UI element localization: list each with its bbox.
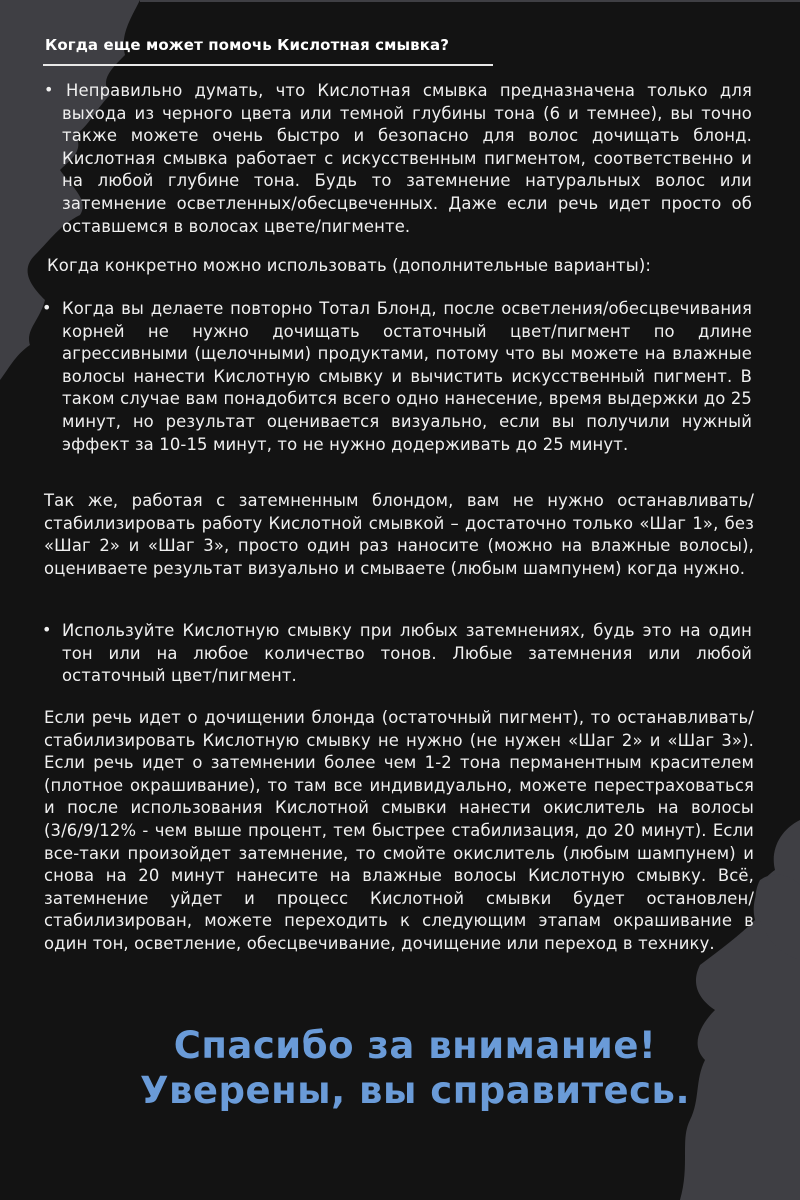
- heading-underline: [43, 64, 493, 66]
- section-heading: Когда еще может помочь Кислотная смывка?: [45, 36, 450, 54]
- bullet-icon: •: [44, 80, 54, 99]
- bullet-icon: •: [42, 298, 52, 317]
- closing-line-2: Уверены, вы справитесь.: [139, 1069, 691, 1112]
- paragraph-any-darkening: Используйте Кислотную смывку при любых затемнениях, будь это на один тон или на любое количество тонов. Любые затемнения или любой остаточный цвет/пигмент.: [62, 621, 752, 686]
- subheading-additional-options: Когда конкретно можно использовать (дополнительные варианты):: [47, 256, 652, 275]
- closing-message: [0, 1023, 800, 1113]
- paragraph-blond-cleanup: Неправильно думать, что Кислотная смывка предназначена только для выхода из черного цвета или темной глубины тона (6 и темнее), вы точно также можете очень быстро и безопасно для волос дочищать блонд. Кислотная смывка работает с искусственным пигментом, соответственно и на любой глубине тона. Будь то затемнение натуральных волос или затемнение осветленных/обесцвеченных. Даже если речь идет просто об оставшемся в волосах цвете/пигменте.: [62, 81, 752, 236]
- paragraph-stabilization: Если речь идет о дочищении блонда (остаточный пигмент), то останавливать/стабилизировать Кислотную смывку не нужно (не нужен «Шаг 2» и «Шаг 3»). Если речь идет о затемнении более чем 1-2 тона перманентным красителем (плотное окрашивание), то там все индивидуально, можете перестраховаться и после использования Кислотной смывки нанести окислитель на волосы (3/6/9/12% - чем выше процент, тем быстрее стабилизация, до 20 минут). Если все-таки произойдет затемнение, то смойте окислитель (любым шампунем) и снова на 20 минут нанесите на влажные волосы Кислотную смывку. Всё, затемнение уйдет и процесс Кислотной смывки будет остановлен/стабилизирован, можете переходить к следующим этапам окрашивание в один тон, осветление, обесцвечивание, дочищение или переход в технику.: [44, 708, 754, 953]
- paragraph-darkened-blond: Так же, работая с затемненным блондом, вам не нужно останавливать/стабилизировать работу Кислотной смывкой – достаточно только «Шаг 1», без «Шаг 2» и «Шаг 3», просто один раз наносите (можно на влажные волосы), оцениваете результат визуально и смываете (любым шампунем) когда нужно.: [44, 491, 754, 578]
- bullet-icon: •: [42, 620, 52, 639]
- closing-line-1: Спасибо за внимание!: [173, 1024, 657, 1067]
- paragraph-total-blond: Когда вы делаете повторно Тотал Блонд, после осветления/обесцвечивания корней не нужно дочищать остаточный цвет/пигмент по длине агрессивными (щелочными) продуктами, потому что вы можете на влажные волосы нанести Кислотную смывку и вычистить искусственный пигмент. В таком случае вам понадобится всего одно нанесение, время выдержки до 25 минут, но результат оценивается визуально, если вы получили нужный эффект за 10-15 минут, то не нужно додерживать до 25 минут.: [62, 299, 752, 454]
